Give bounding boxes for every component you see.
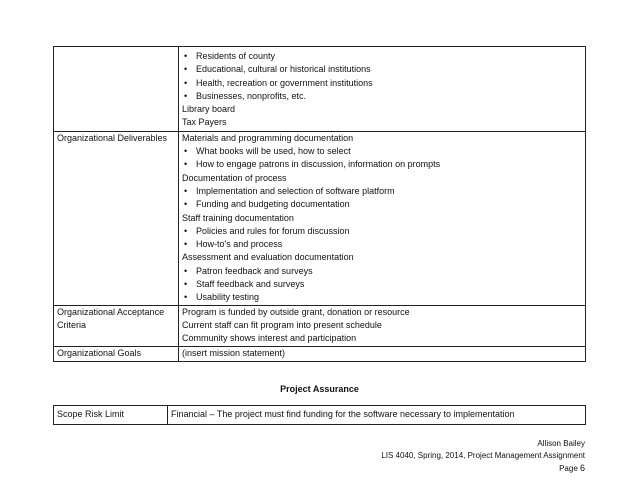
list-item: • How to engage patrons in discussion, information on prompts (182, 158, 582, 171)
row-label-acceptance (54, 305, 179, 346)
page-number: 6 (579, 463, 585, 473)
page-label: Page (559, 464, 580, 473)
table-row (54, 346, 586, 361)
text-line: Program is funded by outside grant, donation or resource (182, 306, 410, 317)
footer-author: Allison Bailey (537, 439, 585, 448)
section-title: Project Assurance (280, 384, 359, 394)
table-row (54, 47, 586, 132)
table-cell-deliverables (179, 131, 586, 305)
group-title: Assessment and evaluation documentation (182, 252, 354, 263)
list-item: • Patron feedback and surveys (182, 265, 582, 278)
row-label-goals: Organizational Goals (54, 346, 179, 361)
group-title: Documentation of process (182, 172, 287, 183)
list-item: • Educational, cultural or historical institutions (182, 63, 582, 76)
table-cell-scope: Financial – The project must find funding for the software necessary to implementation (168, 406, 586, 425)
table-cell-goals: (insert mission statement) (179, 346, 586, 361)
page-footer (381, 438, 585, 475)
table-row (54, 131, 586, 305)
list-item: • Usability testing (182, 291, 582, 304)
text-line: Community shows interest and participation (182, 333, 357, 344)
list-item: • What books will be used, how to select (182, 145, 582, 158)
row-label-scope: Scope Risk Limit (54, 406, 168, 425)
footer-course: LIS 4040, Spring, 2014, Project Management Assignment (381, 451, 585, 460)
row-label-line: Criteria (57, 319, 87, 330)
row-label-line: Organizational Acceptance (57, 306, 165, 317)
assurance-table (53, 405, 586, 425)
text-line: Library board (182, 104, 236, 115)
list-item: • How-to's and process (182, 238, 582, 251)
table-cell-acceptance (179, 305, 586, 346)
text-line: Tax Payers (182, 117, 227, 128)
table-row (54, 305, 586, 346)
list-item: • Residents of county (182, 50, 582, 63)
list-item: • Implementation and selection of software platform (182, 185, 582, 198)
row-label-deliverables: Organizational Deliverables (54, 131, 179, 305)
group-title: Materials and programming documentation (182, 132, 354, 143)
group-title: Staff training documentation (182, 212, 294, 223)
list-item: • Staff feedback and surveys (182, 278, 582, 291)
list-item: • Policies and rules for forum discussion (182, 225, 582, 238)
footer-page (381, 462, 585, 475)
list-item: • Businesses, nonprofits, etc. (182, 90, 582, 103)
project-table (53, 46, 586, 362)
list-item: • Funding and budgeting documentation (182, 198, 582, 211)
text-line: Current staff can fit program into present schedule (182, 319, 382, 330)
table-cell-stakeholders (179, 47, 586, 132)
table-row (54, 406, 586, 425)
list-item: • Health, recreation or government institutions (182, 77, 582, 90)
table-cell-empty (54, 47, 179, 132)
